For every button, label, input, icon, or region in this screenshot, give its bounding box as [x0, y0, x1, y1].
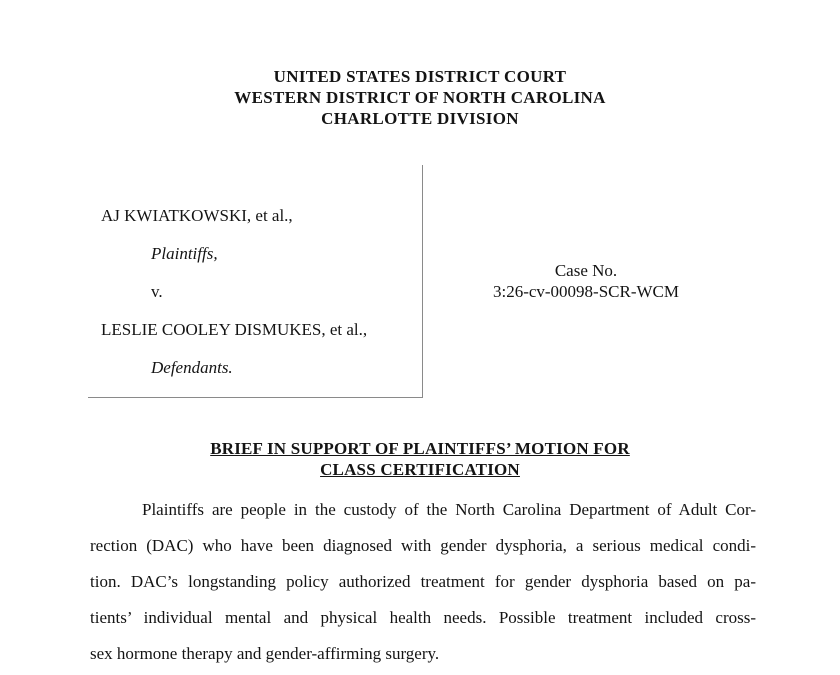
body-line: tients’ individual mental and physical health needs. Possible treatment included cross- — [90, 608, 756, 627]
plaintiff-designation: Plaintiffs, — [151, 244, 218, 263]
body-line: sex hormone therapy and gender-affirming surgery. — [90, 644, 440, 663]
case-number-block — [440, 260, 732, 302]
versus-abbreviation: v. — [151, 282, 163, 301]
case-number-label: Case No. — [554, 261, 618, 280]
court-name: UNITED STATES DISTRICT COURT — [273, 67, 567, 86]
body-line: tion. DAC’s longstanding policy authorized treatment for gender dysphoria based on pa- — [90, 572, 756, 591]
court-district: WESTERN DISTRICT OF NORTH CAROLINA — [234, 88, 606, 107]
court-division: CHARLOTTE DIVISION — [321, 109, 519, 128]
brief-title — [0, 438, 840, 480]
brief-title-line1: BRIEF IN SUPPORT OF PLAINTIFFS’ MOTION FOR — [210, 439, 630, 458]
brief-title-line2: CLASS CERTIFICATION — [320, 460, 520, 479]
court-header — [0, 66, 840, 129]
body-line: rection (DAC) who have been diagnosed with gender dysphoria, a serious medical condi- — [90, 536, 756, 555]
case-caption-box — [88, 165, 423, 398]
plaintiff-name: AJ KWIATKOWSKI, et al., — [101, 206, 293, 225]
body-line: Plaintiffs are people in the custody of the North Carolina Department of Adult Cor- — [142, 500, 756, 519]
case-number-value: 3:26-cv-00098-SCR-WCM — [492, 282, 680, 301]
body-paragraph — [90, 492, 756, 672]
defendant-name: LESLIE COOLEY DISMUKES, et al., — [101, 320, 368, 339]
defendant-designation: Defendants. — [151, 358, 233, 377]
